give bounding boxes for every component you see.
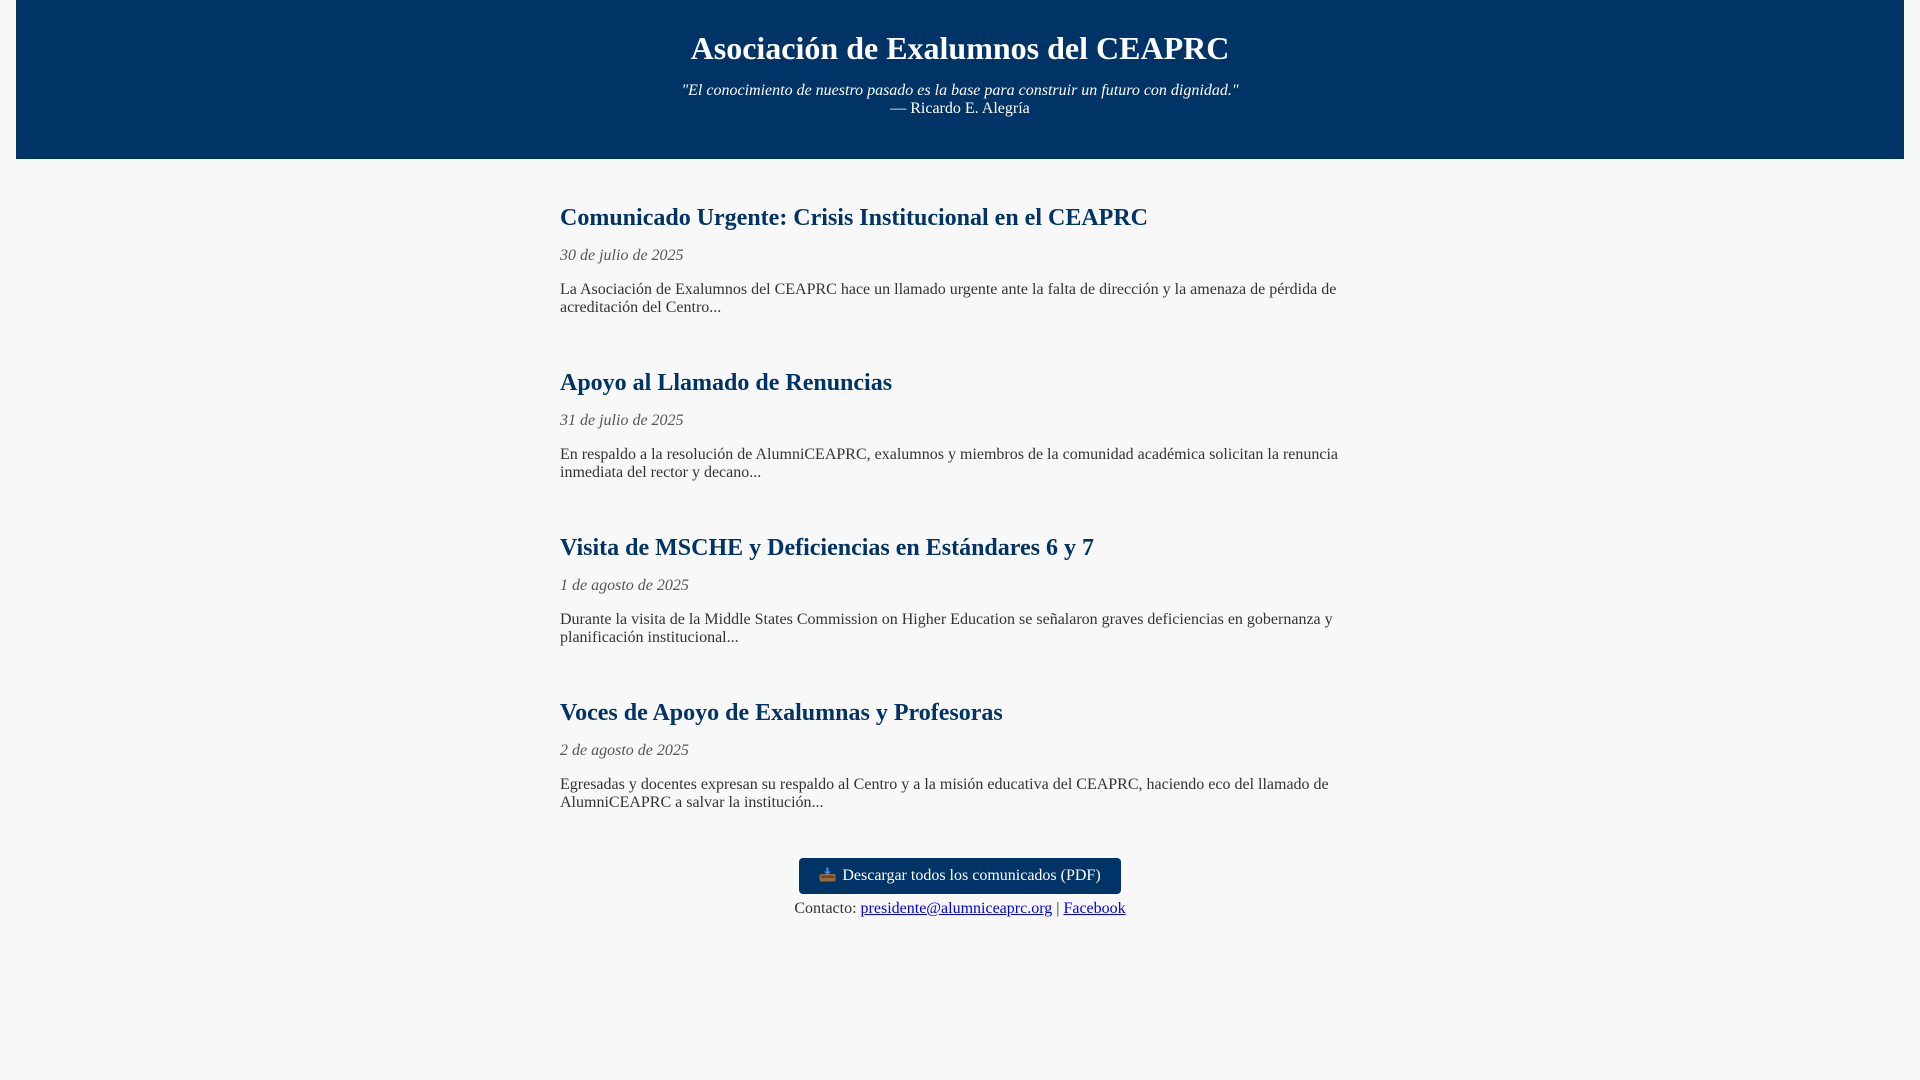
article-title[interactable]: Voces de Apoyo de Exalumnas y Profesoras (560, 700, 1003, 726)
site-header (16, 0, 1904, 159)
facebook-link[interactable]: Facebook (1063, 900, 1126, 917)
download-pdf-label: Descargar todos los comunicados (PDF) (842, 867, 1101, 884)
article-summary: La Asociación de Exalumnos del CEAPRC hace un llamado urgente ante la falta de dirección y la amenaza de pérdida de acreditación del Centro... (560, 281, 1337, 316)
news-article (560, 520, 1360, 685)
email-link[interactable]: presidente@alumniceaprc.org (860, 900, 1053, 917)
article-summary: Durante la visita de la Middle States Commission on Higher Education se señalaron graves deficiencias en gobernanza y planificación institucional... (560, 611, 1333, 646)
download-pdf-button[interactable] (799, 858, 1120, 894)
page-footer (0, 858, 1920, 918)
inbox-tray-icon (819, 867, 836, 882)
header-quote (16, 82, 1904, 118)
news-article (560, 355, 1360, 520)
article-title[interactable]: Apoyo al Llamado de Renuncias (560, 370, 893, 396)
article-date: 30 de julio de 2025 (560, 247, 684, 264)
quote-author: — Ricardo E. Alegría (890, 100, 1030, 117)
news-article (560, 190, 1360, 355)
article-title[interactable]: Comunicado Urgente: Crisis Institucional en el CEAPRC (560, 205, 1148, 231)
article-date: 1 de agosto de 2025 (560, 577, 689, 594)
site-title: Asociación de Exalumnos del CEAPRC (690, 30, 1230, 66)
article-date: 2 de agosto de 2025 (560, 742, 689, 759)
article-title[interactable]: Visita de MSCHE y Deficiencias en Estándares 6 y 7 (560, 535, 1094, 561)
article-date: 31 de julio de 2025 (560, 412, 684, 429)
news-article (560, 685, 1360, 850)
contact-separator: | (1056, 900, 1060, 917)
news-list (560, 190, 1360, 850)
article-summary: Egresadas y docentes expresan su respaldo al Centro y a la misión educativa del CEAPRC, haciendo eco del llamado de AlumniCEAPRC a salvar la institución... (560, 776, 1329, 811)
quote-text: "El conocimiento de nuestro pasado es la base para construir un futuro con dignidad." (681, 82, 1239, 99)
article-summary: En respaldo a la resolución de AlumniCEAPRC, exalumnos y miembros de la comunidad académica solicitan la renuncia inmediata del rector y decano... (560, 446, 1339, 481)
contact-line (0, 900, 1920, 918)
contact-label: Contacto: (794, 900, 857, 917)
